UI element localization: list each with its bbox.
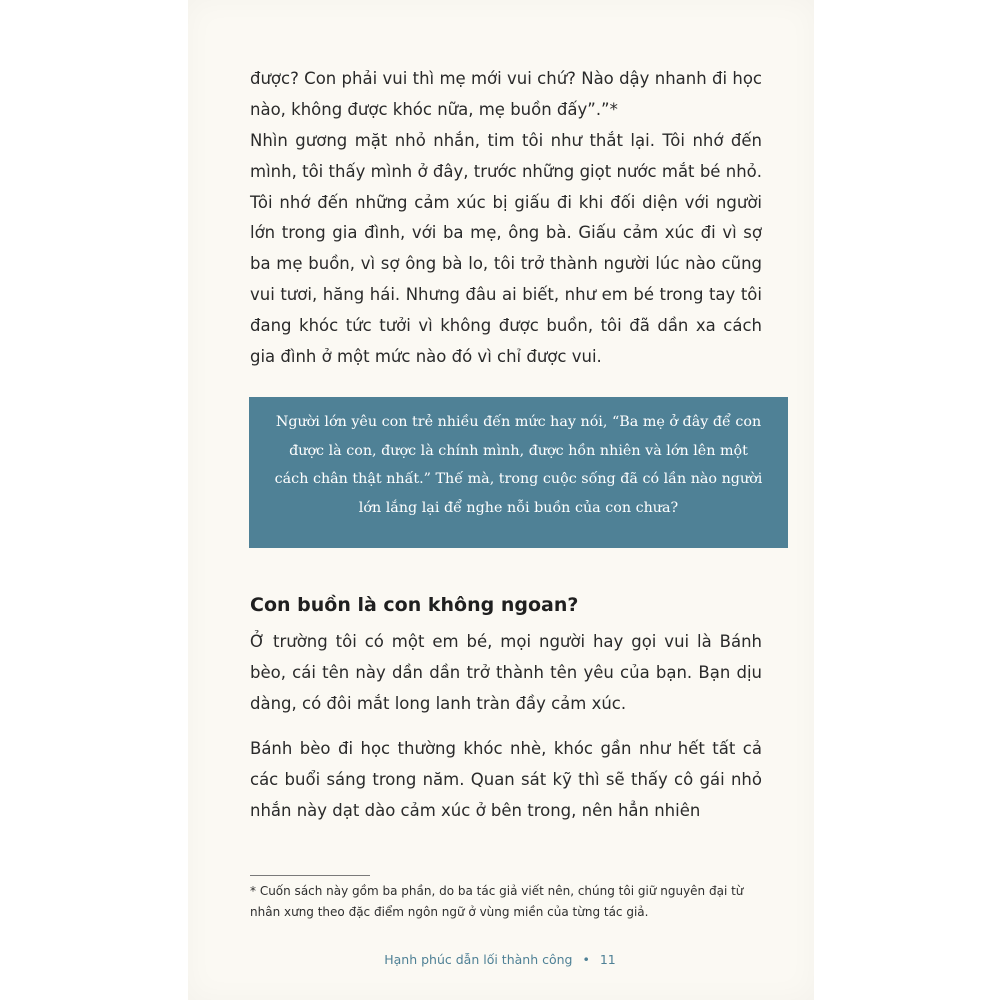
body-paragraph-2: Nhìn gương mặt nhỏ nhắn, tim tôi như thắt lại. Tôi nhớ đến mình, tôi thấy mình ở đây, trước những giọt nước mắt bé nhỏ. Tôi nhớ đến những cảm xúc bị giấu đi khi đối diện với người lớn trong gia đình, với ba mẹ, ông bà. Giấu cảm xúc đi vì sợ ba mẹ buồn, vì sợ ông bà lo, tôi trở thành người lúc nào cũng vui tươi, hăng hái. Nhưng đâu ai biết, như em bé trong tay tôi đang khóc tức tưởi vì không được buồn, tôi đã dần xa cách gia đình ở một mức nào đó vì chỉ được vui. bbox=[250, 131, 762, 366]
body-paragraph-4: Bánh bèo đi học thường khóc nhè, khóc gần như hết tất cả các buổi sáng trong năm. Quan sát kỹ thì sẽ thấy cô gái nhỏ nhắn này dạt dào cảm xúc ở bên trong, nên hẳn nhiên bbox=[250, 739, 762, 820]
section-heading: Con buồn là con không ngoan? bbox=[250, 594, 579, 616]
running-footer bbox=[250, 952, 750, 967]
footer-separator: • bbox=[582, 952, 590, 967]
callout-quote-box bbox=[249, 397, 788, 548]
footer-book-title: Hạnh phúc dẫn lối thành công bbox=[384, 952, 573, 967]
callout-quote-text: Người lớn yêu con trẻ nhiều đến mức hay nói, “Ba mẹ ở đây để con được là con, được là chính mình, được hồn nhiên và lớn lên một cách chân thật nhất.” Thế mà, trong cuộc sống đã có lần nào người lớn lắng lại để nghe nỗi buồn của con chưa? bbox=[274, 414, 763, 516]
footnote-divider bbox=[250, 875, 370, 876]
body-paragraph-1: được? Con phải vui thì mẹ mới vui chứ? Nào dậy nhanh đi học nào, không được khóc nữa, mẹ buồn đấy”.”* bbox=[250, 69, 762, 119]
footnote: * Cuốn sách này gồm ba phần, do ba tác giả viết nên, chúng tôi giữ nguyên đại từ nhân xưng theo đặc điểm ngôn ngữ ở vùng miền của từng tác giả. bbox=[250, 884, 744, 919]
page-number: 11 bbox=[599, 952, 616, 967]
body-paragraph-3: Ở trường tôi có một em bé, mọi người hay gọi vui là Bánh bèo, cái tên này dần dần trở thành tên yêu của bạn. Bạn dịu dàng, có đôi mắt long lanh tràn đầy cảm xúc. bbox=[250, 632, 762, 713]
